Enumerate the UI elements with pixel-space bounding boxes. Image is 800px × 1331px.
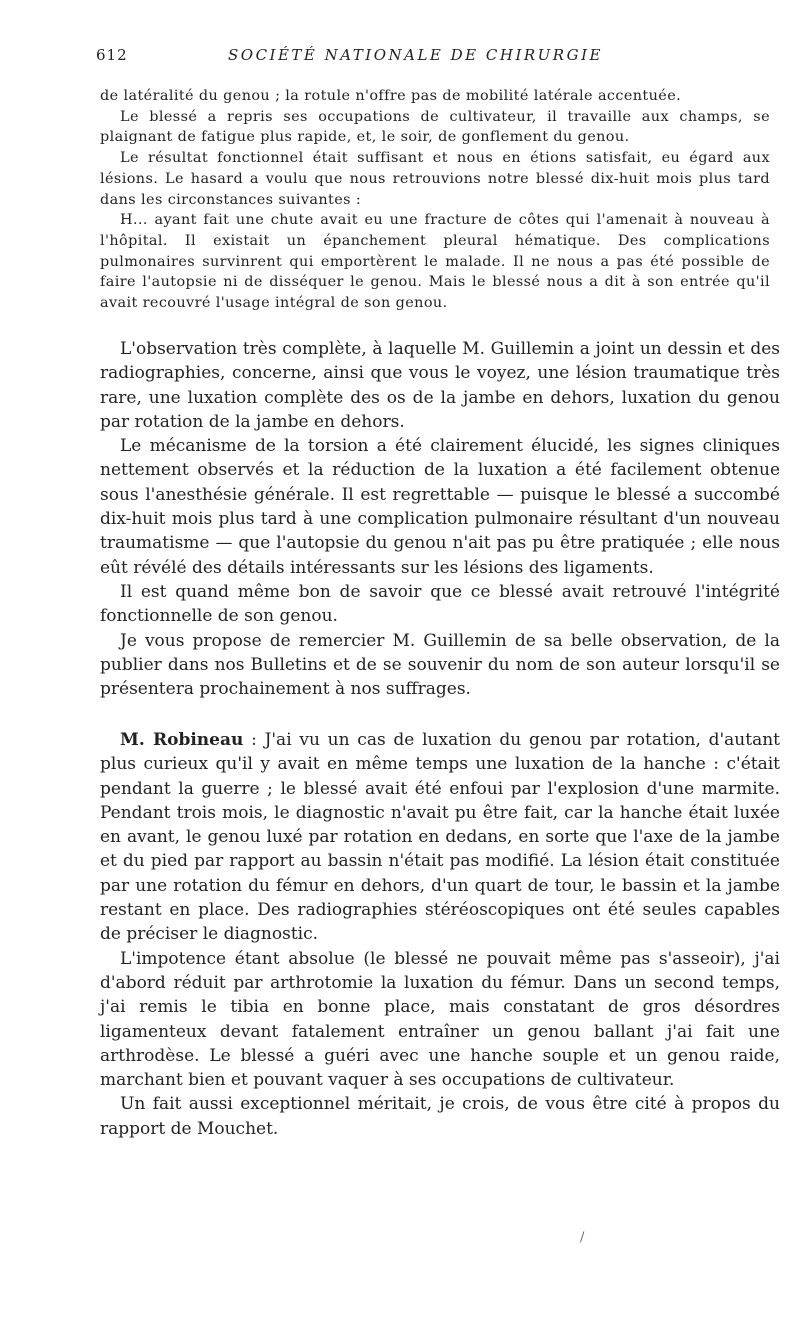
running-title: SOCIÉTÉ NATIONALE DE CHIRURGIE (228, 46, 603, 64)
discussion-block (100, 728, 780, 1141)
observation-paragraph: Le blessé a repris ses occupations de cultivateur, il travaille aux champs, se plaignant de fatigue plus rapide, et, le soir, de gonflement du genou. (100, 108, 770, 146)
report-paragraph: Il est quand même bon de savoir que ce blessé avait retrouvé l'intégrité fonctionnelle de son genou. (100, 581, 780, 627)
report-paragraph: L'observation très complète, à laquelle M. Guillemin a joint un dessin et des radiographies, concerne, ainsi que vous le voyez, une lésion traumatique très rare, une luxation complète des os de la jambe en dehors, luxation du genou par rotation de la jambe en dehors. (100, 339, 780, 432)
report-block (100, 337, 780, 701)
page-number: 612 (96, 46, 128, 64)
discussion-paragraph (100, 728, 780, 947)
observation-paragraph: de latéralité du genou ; la rotule n'offre pas de mobilité latérale accentuée. (100, 88, 682, 104)
report-paragraph: Je vous propose de remercier M. Guillemin de sa belle observation, de la publier dans nos Bulletins et de se souvenir du nom de son auteur lorsqu'il se présentera prochainement à nos suffrages. (100, 630, 780, 700)
stray-mark: / (580, 1230, 585, 1245)
observation-text-block (100, 86, 770, 314)
report-paragraph: Le mécanisme de la torsion a été clairement élucidé, les signes cliniques nettement observés et la réduction de la luxation a été facilement obtenue sous l'anesthésie générale. Il est regrettable — puisque le blessé a succombé dix-huit mois plus tard à une complication pulmonaire résultant d'un nouveau traumatisme — que l'autopsie du genou n'ait pas pu être pratiquée ; elle nous eût révélé des détails intéressants sur les lésions des ligaments. (100, 436, 780, 578)
discussion-paragraph: L'impotence étant absolue (le blessé ne pouvait même pas s'asseoir), j'ai d'abord réduit par arthrotomie la luxation du fémur. Dans un second temps, j'ai remis le tibia en bonne place, mais constatant de gros désordres ligamenteux devant fatalement entraîner un genou ballant j'ai fait une arthrodèse. Le blessé a guéri avec une hanche souple et un genou raide, marchant bien et pouvant vaquer à ses occupations de cultivateur. (100, 948, 780, 1091)
speaker-name: M. Robineau (120, 730, 244, 750)
discussion-text: : J'ai vu un cas de luxation du genou par rotation, d'autant plus curieux qu'il y avait en même temps une luxation de la hanche : c'était pendant la guerre ; le blessé avait été enfoui par l'explosion d'une marmite. Pendant trois mois, le diagnostic n'avait pu être fait, car la hanche était luxée en avant, le genou luxé par rotation en dedans, en sorte que l'axe de la jambe et du pied par rapport au bassin n'était pas modifié. La lésion était constituée par une rotation du fémur en dehors, d'un quart de tour, le bassin et la jambe restant en place. Des radiographies stéréoscopiques ont été seules capables de préciser le diagnostic. (100, 730, 780, 945)
discussion-paragraph: Un fait aussi exceptionnel méritait, je crois, de vous être cité à propos du rapport de Mouchet. (100, 1094, 780, 1139)
observation-paragraph: Le résultat fonctionnel était suffisant et nous en étions satisfait, eu égard aux lésions. Le hasard a voulu que nous retrouvions notre blessé dix-huit mois plus tard dans les circonstances suivantes : (100, 150, 770, 208)
page-header (96, 46, 766, 70)
observation-paragraph: H... ayant fait une chute avait eu une fracture de côtes qui l'amenait à nouveau à l'hôpital. Il existait un épanchement pleural hématique. Des complications pulmonaires survinrent qui emportèrent le malade. Il ne nous a pas été possible de faire l'autopsie ni de disséquer le genou. Mais le blessé nous a dit à son entrée qu'il avait recouvré l'usage intégral de son genou. (100, 212, 770, 312)
